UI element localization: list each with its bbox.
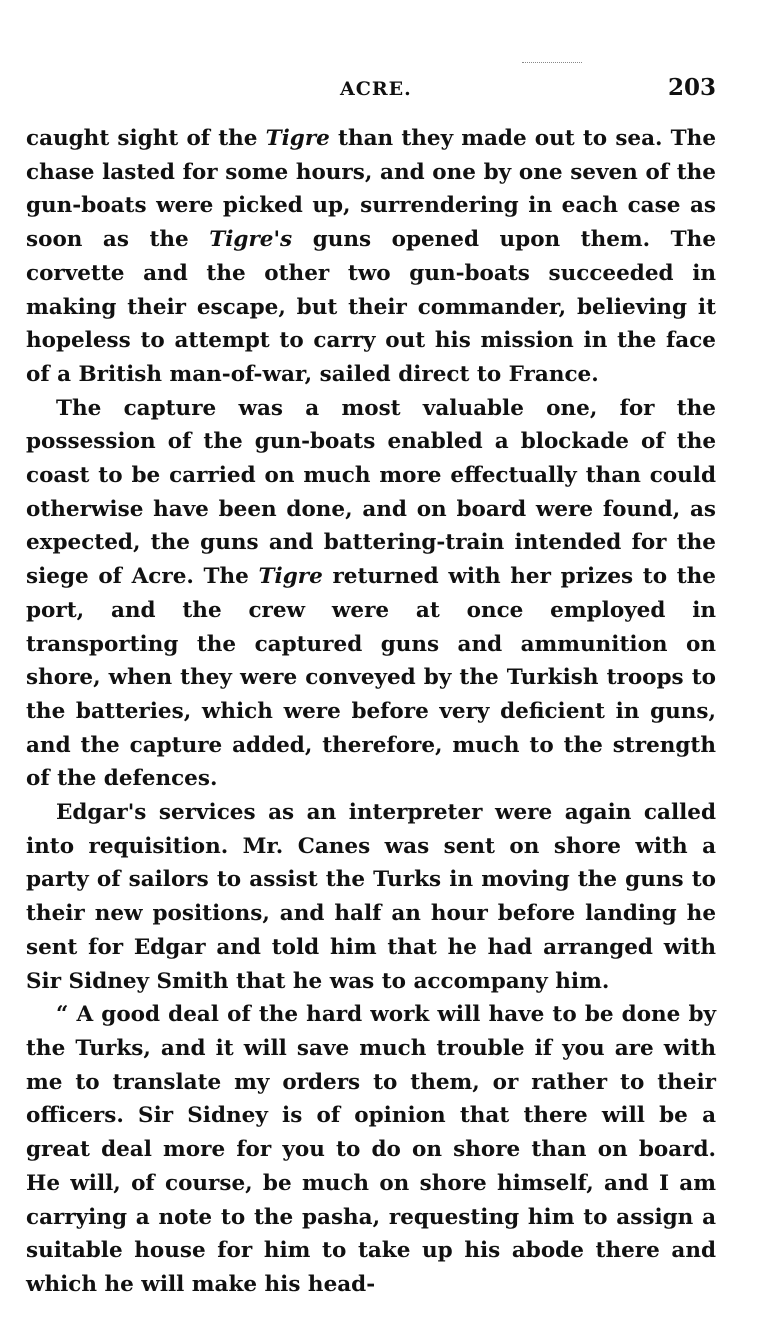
paragraph-3 (26, 796, 716, 998)
text-segment: than they made out to sea. The chase lasted for some hours, and one by one seven of the gun-boats were picked up, surrendering in each case as soon as the (26, 126, 716, 253)
body-text (26, 122, 716, 1302)
page-header (0, 74, 776, 104)
text-segment: The capture was a most valuable one, for the possession of the gun-boats enabled a blockade of the coast to be carried on much more effectually than could otherwise have been done, and on board were found, as expected, the guns and battering-train intended for the siege of Acre. The (26, 395, 716, 590)
running-title: ACRE. (340, 78, 412, 100)
paragraph-2 (26, 392, 716, 796)
text-segment: “ A good deal of the hard work will have to be done by the Turks, and it will save much trouble if you are with me to translate my orders to them, or rather to their officers. Sir Sidney is of opinion that there will be a great deal more for you to do on shore than on board. He will, of course, be much on shore himself, and I am carrying a note to the pasha, requesting him to assign a suitable house for him to take up his abode there and which he will make his head- (26, 1002, 716, 1297)
text-segment: guns opened upon them. The corvette and the other two gun-boats succeeded in making their escape, but their commander, believing it hopeless to attempt to carry out his mission in the face of a British man-of-war, sailed direct to France. (26, 227, 716, 387)
scan-artifact-mark (522, 62, 582, 64)
text-segment: Edgar's services as an interpreter were again called into requisition. Mr. Canes was sent on shore with a party of sailors to assist the Turks in moving the guns to their new positions, and half an hour before landing he sent for Edgar and told him that he had arranged with Sir Sidney Smith that he was to accompany him. (26, 800, 716, 994)
italic-ship-name: Tigre's (209, 227, 293, 253)
text-segment: caught sight of the (26, 126, 266, 151)
text-segment: returned with her prizes to the port, and the crew were at once employed in transporting the captured guns and ammunition on shore, when they were conveyed by the Turkish troops to the batteries, which were before very deficient in guns, and the capture added, therefore, much to the strength of the defences. (26, 564, 716, 792)
paragraph-1 (26, 122, 716, 392)
italic-ship-name: Tigre (265, 126, 330, 151)
paragraph-4 (26, 998, 716, 1301)
italic-ship-name: Tigre (258, 564, 323, 590)
page-number: 203 (668, 74, 717, 101)
